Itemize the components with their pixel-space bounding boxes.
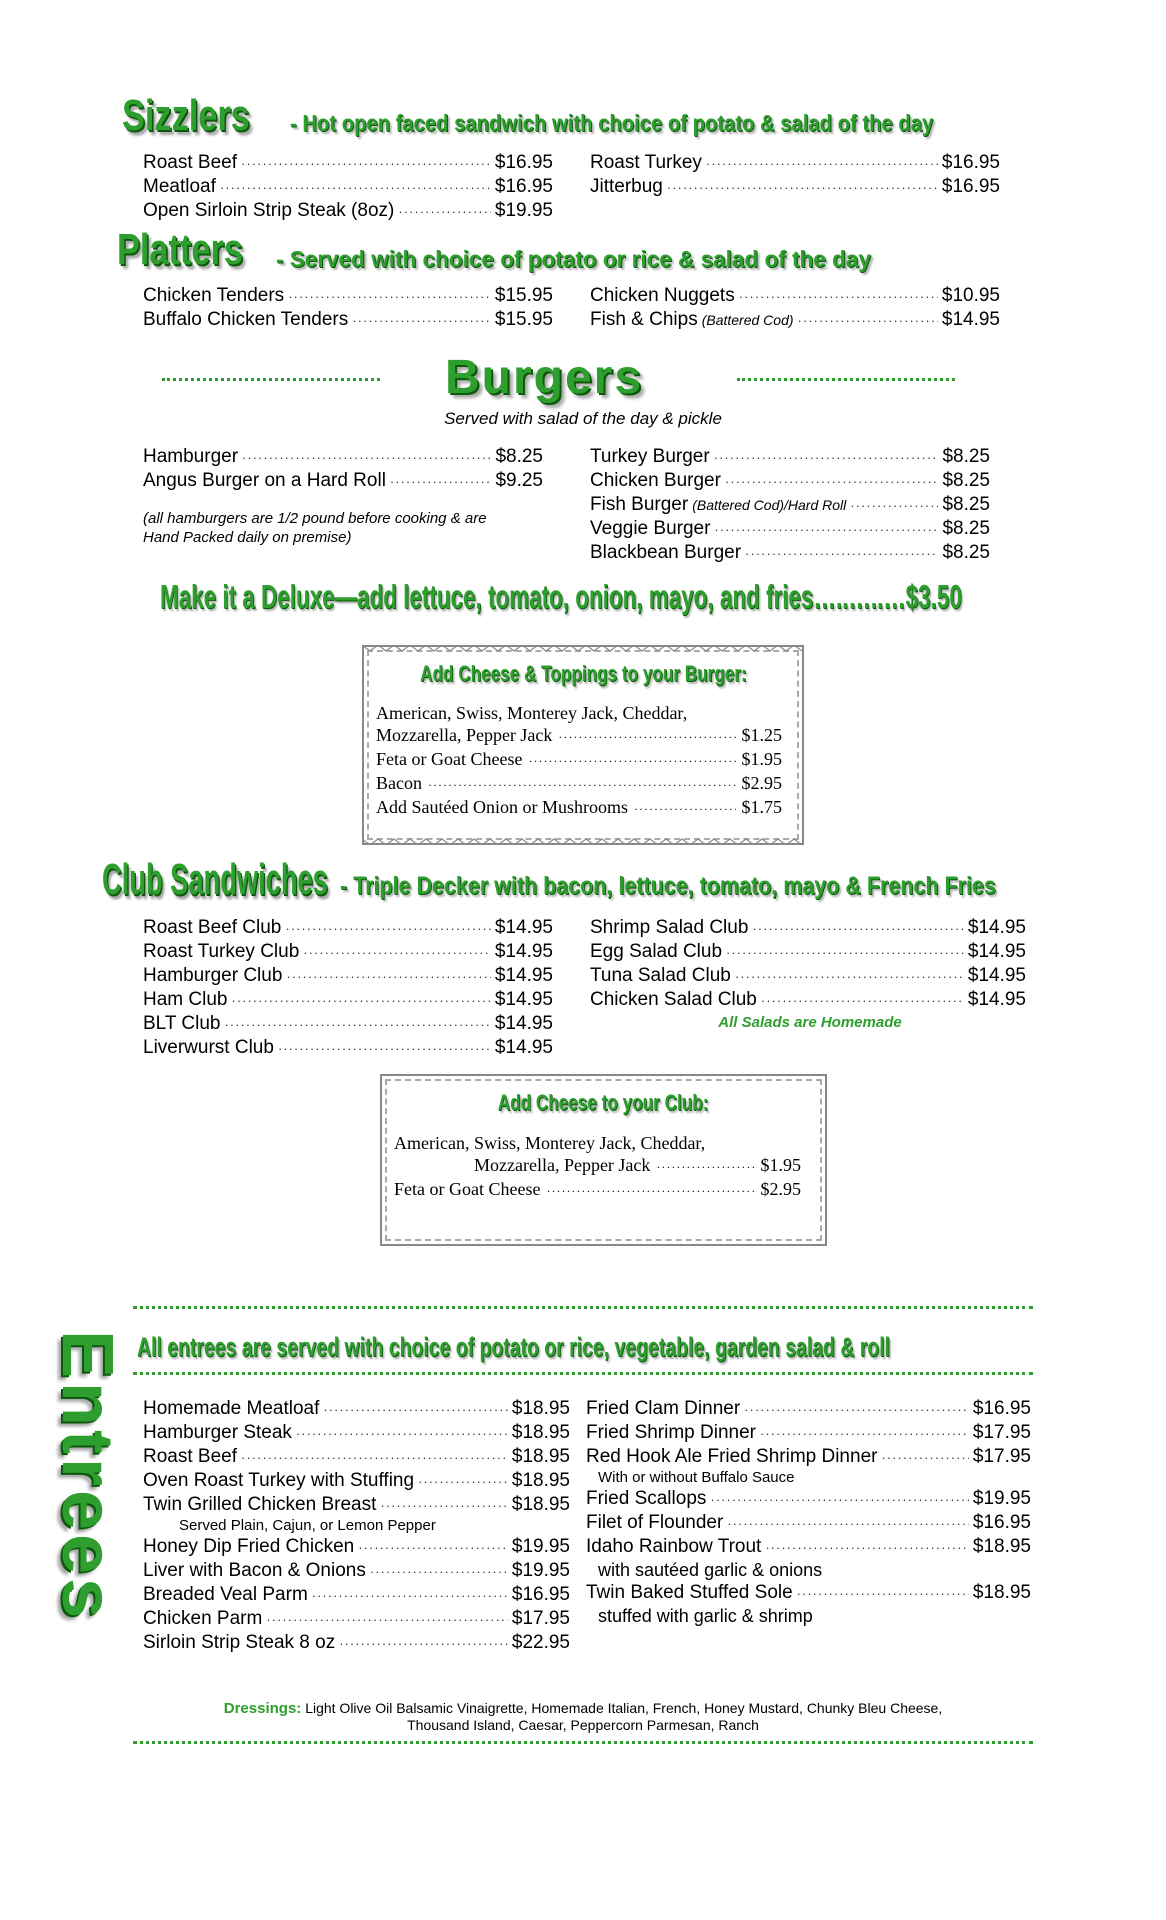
menu-item: Fish & Chips (Battered Cod) ····· $14.95: [590, 308, 1000, 332]
menu-item: Roast Turkey Club ····· $14.95: [143, 940, 553, 964]
menu-item: Chicken Salad Club ····· $14.95: [590, 988, 1026, 1012]
menu-item: Breaded Veal Parm ····· $16.95: [143, 1583, 570, 1607]
burger-box-zigzag: [362, 645, 804, 845]
entrees-left-column: [143, 1397, 570, 1655]
topping-item: Feta or Goat Cheese ····· $1.95: [376, 748, 782, 772]
divider-left: [162, 378, 380, 381]
menu-item: Idaho Rainbow Trout ····· $18.95: [586, 1535, 1031, 1559]
entrees-divider-mid: [133, 1372, 1033, 1375]
menu-item: Turkey Burger ····· $8.25: [590, 445, 990, 469]
menu-item: Sirloin Strip Steak 8 oz ····· $22.95: [143, 1631, 570, 1655]
sole-note: stuffed with garlic & shrimp: [598, 1606, 813, 1626]
menu-item: Chicken Nuggets ····· $10.95: [590, 284, 1000, 308]
burgers-heading: Burgers: [445, 351, 644, 404]
clubs-left-column: [143, 916, 553, 1060]
sizzlers-subtitle: - Hot open faced sandwich with choice of potato & salad of the day: [290, 110, 934, 136]
topping-item: Add Sautéed Onion or Mushrooms ····· $1.75: [376, 796, 782, 820]
menu-item: Chicken Burger ····· $8.25: [590, 469, 990, 493]
menu-item: Fried Scallops ····· $19.95: [586, 1487, 1031, 1511]
sizzlers-heading: [122, 92, 286, 140]
burgers-left-column: [143, 445, 543, 547]
burger-toppings-title: Add Cheese & Toppings to your Burger:: [419, 661, 747, 686]
menu-item: Meatloaf ····· $16.95: [143, 175, 553, 199]
menu-item: Blackbean Burger ····· $8.25: [590, 541, 990, 565]
clubs-subtitle: - Triple Decker with bacon, lettuce, tomato, mayo & French Fries: [340, 872, 996, 900]
club-cheese-title: Add Cheese to your Club:: [498, 1090, 709, 1115]
menu-item: Fried Shrimp Dinner ····· $17.95: [586, 1421, 1031, 1445]
cheese-line: American, Swiss, Monterey Jack, Cheddar,: [394, 1133, 706, 1153]
menu-item: Chicken Tenders ····· $15.95: [143, 284, 553, 308]
club-cheese-box: [380, 1074, 827, 1246]
menu-item: Shrimp Salad Club ····· $14.95: [590, 916, 1026, 940]
clubs-right-column: [590, 916, 1026, 1031]
clubs-heading: Club Sandwiches: [102, 855, 328, 904]
menu-item: Hamburger Steak ····· $18.95: [143, 1421, 570, 1445]
entrees-divider-bottom: [133, 1741, 1033, 1744]
menu-item: Fried Clam Dinner ····· $16.95: [586, 1397, 1031, 1421]
entrees-subtitle: All entrees are served with choice of potato or rice, vegetable, garden salad & roll: [137, 1332, 890, 1362]
platters-heading: Platters: [117, 225, 243, 274]
entrees-right-column: [586, 1397, 1031, 1627]
menu-item: Roast Beef ····· $16.95: [143, 151, 553, 175]
buffalo-note: With or without Buffalo Sauce: [598, 1469, 795, 1486]
topping-item: Bacon ····· $2.95: [376, 772, 782, 796]
chicken-note: Served Plain, Cajun, or Lemon Pepper: [179, 1517, 436, 1534]
salads-note: All Salads are Homemade: [718, 1014, 902, 1031]
menu-item: Honey Dip Fried Chicken ····· $19.95: [143, 1535, 570, 1559]
menu-item: Egg Salad Club ····· $14.95: [590, 940, 1026, 964]
menu-item: Red Hook Ale Fried Shrimp Dinner ····· $17.95: [586, 1445, 1031, 1469]
topping-item: Mozzarella, Pepper Jack ····· $1.25: [376, 724, 782, 748]
menu-item: Liver with Bacon & Onions ····· $19.95: [143, 1559, 570, 1583]
platters-left-column: [143, 284, 553, 332]
sizzlers-title: Sizzlers: [122, 91, 250, 140]
menu-item: Liverwurst Club ····· $14.95: [143, 1036, 553, 1060]
menu-item: Filet of Flounder ····· $16.95: [586, 1511, 1031, 1535]
menu-item: Hamburger Club ····· $14.95: [143, 964, 553, 988]
menu-item: Homemade Meatloaf ····· $18.95: [143, 1397, 570, 1421]
menu-item: BLT Club ····· $14.95: [143, 1012, 553, 1036]
menu-item: Hamburger ····· $8.25: [143, 445, 543, 469]
menu-item: Jitterbug ····· $16.95: [590, 175, 1000, 199]
menu-item: Angus Burger on a Hard Roll ····· $9.25: [143, 469, 543, 493]
menu-item: Veggie Burger ····· $8.25: [590, 517, 990, 541]
menu-item: Twin Baked Stuffed Sole ····· $18.95: [586, 1581, 1031, 1605]
toppings-line: American, Swiss, Monterey Jack, Cheddar,: [376, 703, 688, 723]
menu-item: Chicken Parm ····· $17.95: [143, 1607, 570, 1631]
burgers-right-column: [590, 445, 990, 565]
sizzlers-right-column: [590, 151, 1000, 199]
menu-item: Open Sirloin Strip Steak (8oz) ····· $19.95: [143, 199, 553, 223]
trout-note: with sautéed garlic & onions: [598, 1560, 823, 1580]
divider-right: [737, 378, 955, 381]
menu-item: Roast Beef Club ····· $14.95: [143, 916, 553, 940]
menu-item: Roast Beef ····· $18.95: [143, 1445, 570, 1469]
dressings-label: Dressings:: [223, 1700, 302, 1717]
burgers-note: (all hamburgers are 1/2 pound before cooking & are Hand Packed daily on premise): [143, 510, 487, 546]
entrees-divider-top: [133, 1306, 1033, 1309]
menu-item: Roast Turkey ····· $16.95: [590, 151, 1000, 175]
menu-item: Buffalo Chicken Tenders ····· $15.95: [143, 308, 553, 332]
platters-right-column: [590, 284, 1000, 332]
platters-subtitle: - Served with choice of potato or rice & salad of the day: [276, 246, 871, 272]
cheese-item: Mozzarella, Pepper Jack ····· $1.95: [394, 1154, 801, 1178]
entrees-heading: Entrees: [47, 1330, 127, 1623]
burgers-subtitle: Served with salad of the day & pickle: [444, 409, 722, 428]
menu-item: Tuna Salad Club ····· $14.95: [590, 964, 1026, 988]
menu-item: Oven Roast Turkey with Stuffing ····· $18.95: [143, 1469, 570, 1493]
menu-item: Twin Grilled Chicken Breast ····· $18.95: [143, 1493, 570, 1517]
sizzlers-left-column: [143, 151, 553, 223]
menu-item: Fish Burger (Battered Cod)/Hard Roll ····· $8.25: [590, 493, 990, 517]
menu-item: Ham Club ····· $14.95: [143, 988, 553, 1012]
dressings: Dressings: Light Olive Oil Balsamic Vinaigrette, Homemade Italian, French, Honey Mustard, Chunky Bleu Cheese, Thousand Island, Caesar, Peppercorn Parmesan, Ranch: [223, 1700, 943, 1733]
cheese-item: Feta or Goat Cheese ····· $2.95: [394, 1178, 801, 1202]
deluxe-offer: Make it a Deluxe—add lettuce, tomato, onion, mayo, and fries…..…..…$3.50: [160, 578, 962, 615]
